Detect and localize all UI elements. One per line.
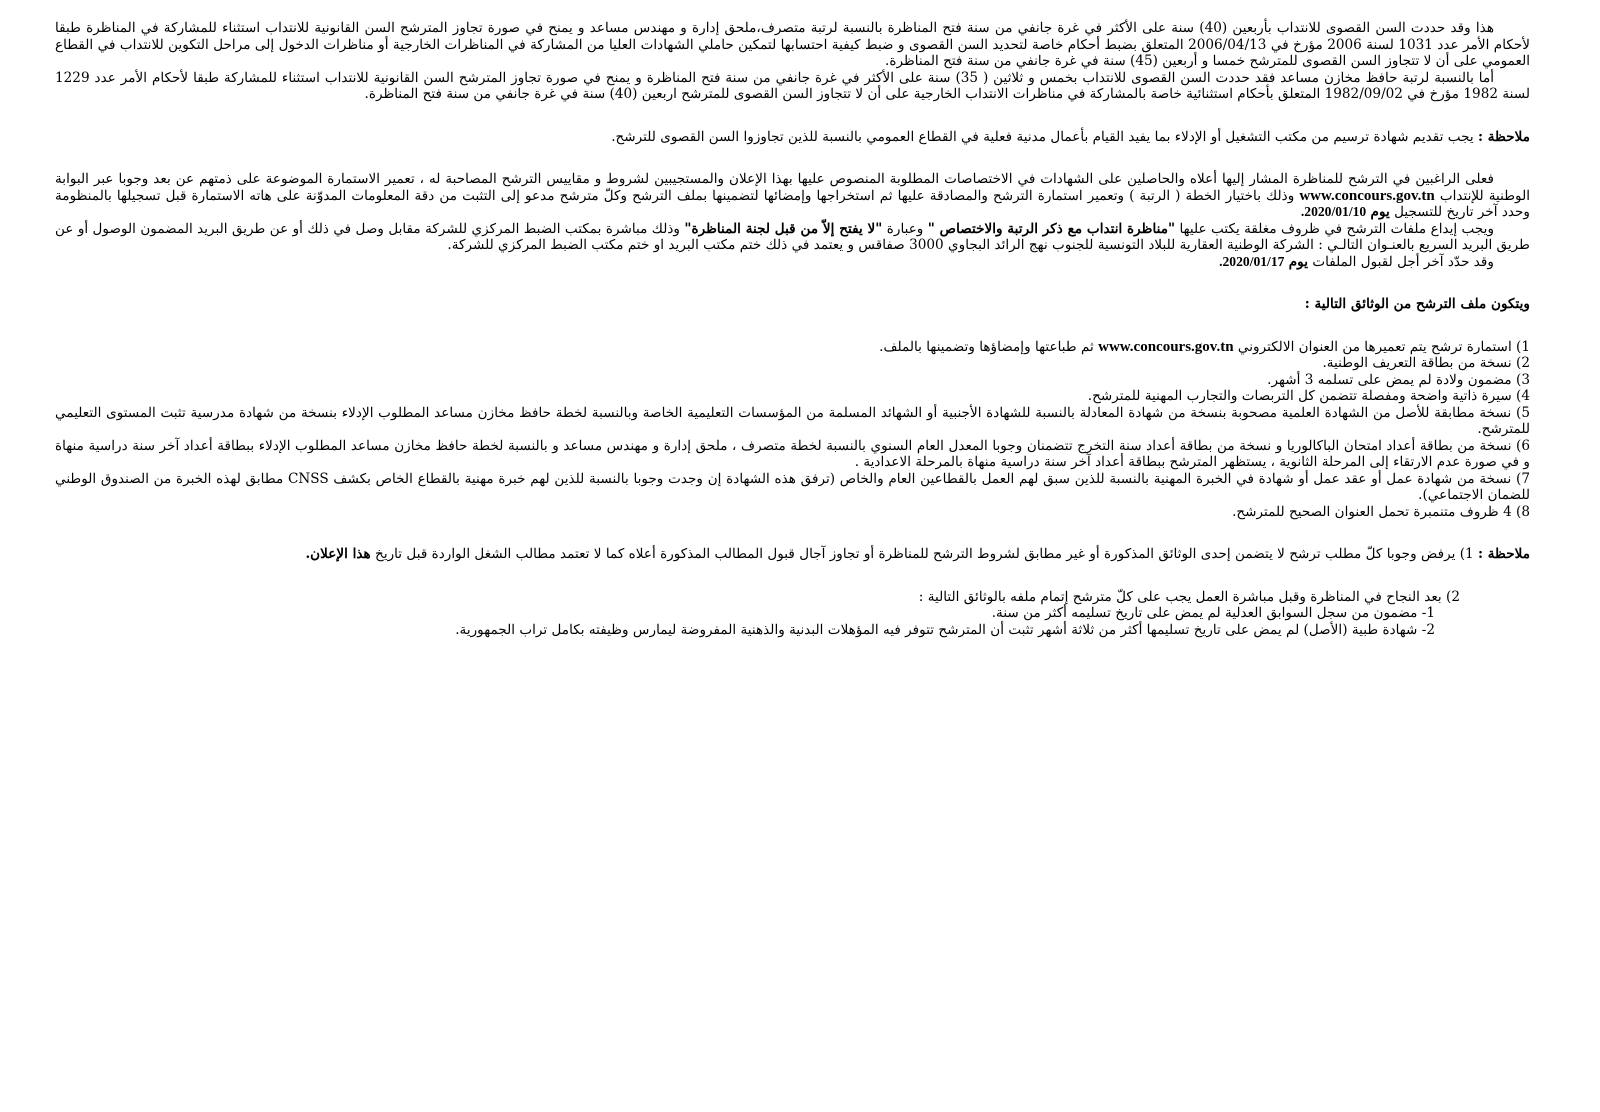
note-label: ملاحظة : <box>1478 128 1530 145</box>
envelope-label-2: "لا يفتح إلاّ من قبل لجنة المناظرة" <box>684 220 883 237</box>
files-deadline: 2020/01/17. <box>1219 253 1285 269</box>
note-age-exceeded <box>55 129 1530 146</box>
list-item: 4) سيرة ذاتية واضحة ومفصلة تتضمن كل التربصات والتجارب المهنية للمترشح. <box>1087 388 1530 404</box>
list-item: 3) مضمون ولادة لم يمض على تسلمه 3 أشهر. <box>1267 371 1530 388</box>
envelope-label-1: "مناظرة انتداب مع ذكر الرتبة والاختصاص " <box>927 220 1176 237</box>
list-item: 7) نسخة من شهادة عمل أو عقد عمل أو شهادة في الخبرة المهنية بالنسبة للذين سبق لهم العمل بالقطاعين العام والخاص (ترفق هذه الشهادة إن وجدت وجوبا بالنسبة للذين لهم خبرة مهنية بالقطاع الخاص بكشف CNSS مطابق لهذه الخبرة من الصندوق الوطني للضمان الاجتماعي). <box>55 470 1530 503</box>
after-success-intro: 2) بعد النجاح في المناظرة وقبل مباشرة العمل يجب على كلّ مترشح إتمام ملفه بالوثائق التالية : <box>918 588 1460 605</box>
note-text: 1) يرفض وجوبا كلّ مطلب ترشح لا يتضمن إحدى الوثائق المذكورة أو غير مطابق لشروط الترشح للمناظرة أو تجاوز آجال قبول المطالب المذكورة أعلاه كما لا تعتمد مطالب الشغل الواردة قبل تاريخ <box>375 546 1474 562</box>
registration-deadline: 2020/01/10. <box>1300 204 1367 219</box>
list-item: 2- شهادة طبية (الأصل) لم يمض على تاريخ تسليمها أكثر من ثلاثة أشهر تثبت أن المترشح تتوفر فيه المؤهلات البدنية والذهنية المفروضة ليمارس وظيفته بكامل تراب الجمهورية. <box>455 621 1435 638</box>
documents-list <box>55 339 1530 521</box>
list-item: 8) 4 ظروف متنمبرة تحمل العنوان الصحيح للمترشح. <box>1232 503 1530 520</box>
list-item: 2) نسخة من بطاقة التعريف الوطنية. <box>1322 355 1530 371</box>
age-limit-paragraph-2: أما بالنسبة لرتبة حافظ مخازن مساعد فقد حددت السن القصوى للانتداب بخمس و ثلاثين ( 35) سنة على الأكثر في غرة جانفي من سنة فتح المناظرة و يمنح في صورة تجاوز المترشح السن القانونية للانتداب استثناء للمشاركة طبقا لأحكام الأمر عدد 1229 لسنة 1982 مؤرخ في 1982/09/02 المتعلق بأحكام استثنائية خاصة بالمشاركة في مناظرات الانتداب الخارجية على أن لا تتجاوز السن القصوى للمترشح اربعين (40) سنة في غرة جانفي من سنة فتح المناظرة. <box>55 69 1530 102</box>
application-paragraph-2: ويجب إيداع ملفات الترشح في ظروف مغلقة يكتب عليها "مناظرة انتداب مع ذكر الرتبة والاختصاص " وعبارة "لا يفتح إلاّ من قبل لجنة المناظرة" وذلك مباشرة بمكتب الضبط المركزي للشركة مقابل وصل في ذلك أو عن طريق البريد المضمون الوصول أو عن طريق البريد السريع بالعنـوان التالـي : الشركة الوطنية العقارية للبلاد التونسية للجنوب نهج الرائد البجاوي 3000 صفاقس و يعتمد في ذلك ختم مكتب البريد او ختم مكتب الضبط المركزي للشركة. <box>55 220 1530 253</box>
note-label: ملاحظة : <box>1478 546 1530 562</box>
note-rejection: ملاحظة : 1) يرفض وجوبا كلّ مطلب ترشح لا يتضمن إحدى الوثائق المذكورة أو غير مطابق لشروط الترشح للمناظرة أو تجاوز آجال قبول المطالب المذكورة أعلاه كما لا تعتمد مطالب الشغل الواردة قبل تاريخ هذا الإعلان. <box>305 546 1530 562</box>
portal-link[interactable]: www.concours.gov.tn <box>1299 187 1435 204</box>
list-item: 5) نسخة مطابقة للأصل من الشهادة العلمية مصحوبة بنسخة من شهادة المعادلة بالنسبة للشهادة الأجنبية أو الشهائد المسلمة من المؤسسات التعليمية الخاصة وبالنسبة لخطة حافظ مخازن مساعد المطلوب الإدلاء بنسخة من شهادة مدرسية تثبت المستوى التعليمي للمترشح. <box>55 404 1530 437</box>
list-item: 1) استمارة ترشح يتم تعميرها من العنوان الالكتروني www.concours.gov.tn ثم طباعتها وإمضاؤها وتضمينها بالملف. <box>879 338 1530 355</box>
list-item: 1- مضمون من سجل السوابق العدلية لم يمض على تاريخ تسليمه أكثر من سنة. <box>991 605 1435 621</box>
age-limit-paragraph-1: هذا وقد حددت السن القصوى للانتداب بأربعين (40) سنة على الأكثر في غرة جانفي من سنة فتح المناظرة بالنسبة لرتبة متصرف،ملحق إدارة و مهندس مساعد و يمنح في صورة تجاوز المترشح السن القانونية للانتداب استثناء للمشاركة في المناظرة طبقا لأحكام الأمر عدد 1031 لسنة 2006 مؤرخ في 2006/04/13 المتعلق بضبط أحكام خاصة لتحديد السن القصوى و ضبط كيفية احتسابها لتمكين حاملي الشهادات العليا من المشاركة في المناظرات الخارجية أو مناظرات الدخول إلى مراحل التكوين للانتداب في القطاع العمومي على أن لا تتجاوز السن القصوى للمترشح خمسا و أربعين (45) سنة في غرة جانفي من سنة فتح المناظرة. <box>55 20 1531 69</box>
note-text: يجب تقديم شهادة ترسيم من مكتب التشغيل أو الإدلاء بما يفيد القيام بأعمال مدنية فعلية في القطاع العمومي بالنسبة للذين تجاوزوا السن القصوى للترشح. <box>611 128 1474 145</box>
application-paragraph-1: فعلى الراغبين في الترشح للمناظرة المشار إليها أعلاه والحاصلين على الشهادات في الاختصاصات المطلوبة المنصوص عليها بهذا الإعلان والمستجيبين لشروط و مقاييس الترشح المصاحبة له ، تعمير الاستمارة الموضوعة على ذمتهم عن بعد وجوبا عبر البوابة الوطنية للإنتداب www.concours.gov.tn وذلك باختيار الخطة ( الرتبة ) وتعمير استمارة الترشح والمصادقة عليها ثم استخراجها وإمضائها لتضمينها بملف الترشح وكلّ مترشح مدعو إلى التثبت من دقة المعلومات المدوّنة على هاته الاستمارة قبل تسجيلها بالمنظومة وحدد آخر تاريخ للتسجيل يوم 2020/01/10. <box>55 171 1530 220</box>
documents-heading: ويتكون ملف الترشح من الوثائق التالية : <box>1304 296 1530 312</box>
document-page <box>55 20 1530 638</box>
list-item: 6) نسخة من بطاقة أعداد امتحان الباكالوريا و نسخة من بطاقة أعداد سنة التخرج تتضمنان وجوبا المعدل العام السنوي بالنسبة لخطة متصرف ، ملحق إدارة و مهندس مساعد و بالنسبة لخطة حافظ مخازن مساعد المطلوب الإدلاء ببطاقة أعداد آخر سنة دراسية منهاة و في صورة عدم الارتقاء إلى المرحلة الثانوية ، يستظهر المترشح ببطاقة أعداد آخر سنة دراسية منهاة بالمرحلة الاعدادية . <box>55 437 1530 470</box>
portal-link[interactable]: www.concours.gov.tn <box>1098 338 1234 355</box>
application-paragraph-3: وقد حدّد آخر أجل لقبول الملفات يوم 2020/01/17. <box>1219 253 1494 270</box>
